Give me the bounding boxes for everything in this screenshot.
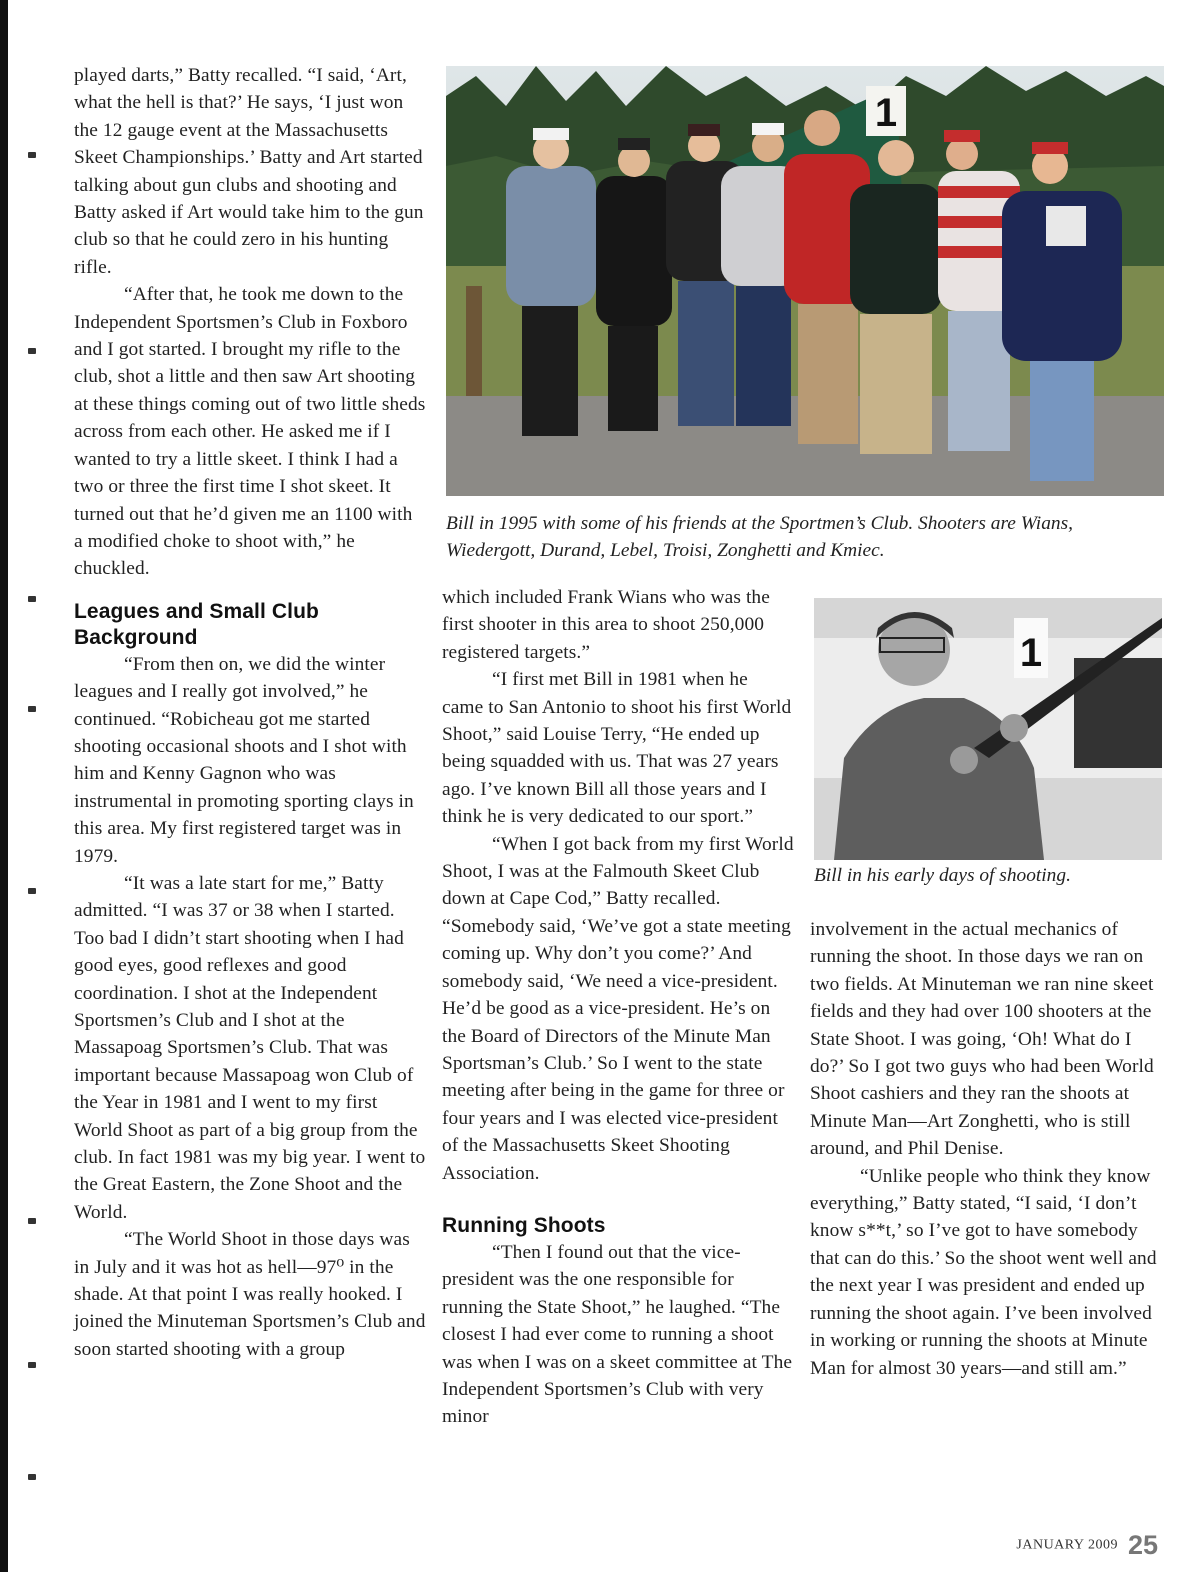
article-paragraph: which included Frank Wians who was the first shooter in this area to shoot 250,000 registered targets.” bbox=[442, 587, 770, 663]
article-paragraph: “The World Shoot in those days was in July and it was hot as hell—97⁰ in the shade. At that point I was really hooked. I joined the Minuteman Sportsmen’s Club and soon started shooting with a group bbox=[74, 1229, 426, 1360]
right-column bbox=[810, 916, 1166, 1382]
section-heading: Running Shoots bbox=[442, 1213, 606, 1237]
section-heading: Leagues and Small Club Background bbox=[74, 599, 319, 649]
article-paragraph: “I first met Bill in 1981 when he came to San Antonio to shoot his first World Shoot,” said Louise Terry, “He ended up being squadded with us. That was 27 years ago. I’ve known Bill all those years and I think he is very dedicated to our sport.” bbox=[442, 669, 792, 828]
article-paragraph: “After that, he took me down to the Independent Sportsmen’s Club in Foxboro and I got started. I brought my rifle to the club, shot a little and then saw Art shooting at these things coming out of two little sheds across from each other. He asked me if I wanted to try a little skeet. I think I had a two or three the first time I shot skeet. It turned out that he’d given me an 1100 with a modified choke to shoot with,” he chuckled. bbox=[74, 284, 426, 580]
issue-date: JANUARY 2009 bbox=[1016, 1537, 1118, 1553]
page-footer bbox=[1016, 1530, 1158, 1561]
early-photo bbox=[814, 598, 1162, 860]
left-column bbox=[74, 62, 426, 1363]
article-paragraph: “From then on, we did the winter leagues and I really got involved,” he continued. “Robicheau got me started shooting occasional shoots and I shot with him and Kenny Gagnon who was instrumental in promoting sporting clays in this area. My first registered target was in 1979. bbox=[74, 653, 414, 867]
article-paragraph: “It was a late start for me,” Batty admitted. “I was 37 or 38 when I started. Too bad I didn’t start shooting when I had good eyes, good reflexes and good coordination. I shot at the Independent Sportsmen’s Club and I shot at the Massapoag Sportsmen’s Club. That was important because Massapoag won Club of the Year in 1981 and I went to my first World Shoot as part of a big group from the club. In fact 1981 was my big year. I went to the Great Eastern, the Zone Shoot and the World. bbox=[74, 872, 426, 1223]
early-photo-image bbox=[814, 598, 1162, 860]
group-photo-caption: Bill in 1995 with some of his friends at the Sportmen’s Club. Shooters are Wians, Wiedergott, Durand, Lebel, Troisi, Zonghetti and Kmiec. bbox=[446, 513, 1073, 561]
field-sign: 1 bbox=[1019, 631, 1043, 675]
group-photo-image bbox=[446, 66, 1164, 496]
article-paragraph: “Unlike people who think they know everything,” Batty stated, “I said, ‘I don’t know s**t,’ so I’ve got to have somebody that can do this.’ So the shoot went well and the next year I was president and ended up running the shoot again. I’ve been involved in working or running the shoots at Minute Man for almost 30 years—and still am.” bbox=[810, 1165, 1157, 1379]
article-paragraph: “Then I found out that the vice-president was the one responsible for running the State Shoot,” he laughed. “The closest I had ever come to running a shoot was when I was on a skeet committee at The Independent Sportsmen’s Club with very minor bbox=[442, 1241, 793, 1428]
field-sign: 1 bbox=[874, 91, 898, 135]
article-paragraph: played darts,” Batty recalled. “I said, ‘Art, what the hell is that?’ He says, ‘I just won the 12 gauge event at the Massachusetts Skeet Championships.’ Batty and Art started talking about gun clubs and shooting and Batty asked if Art would take him to the gun club so that he could zero in his hunting rifle. bbox=[74, 65, 424, 278]
article-paragraph: “When I got back from my first World Shoot, I was at the Falmouth Skeet Club down at Cape Cod,” Batty recalled. “Somebody said, ‘We’ve got a state meeting coming up. Why don’t you come?’ And somebody said, ‘We need a vice-president. He’d be good as a vice-president. He’s on the Board of Directors of the Minute Man Sportsman’s Club.’ So I went to the state meeting after being in the game for three or four years and I was elected vice-president of the Massachusetts Skeet Shooting Association. bbox=[442, 833, 794, 1184]
group-photo bbox=[446, 66, 1164, 496]
page-edge bbox=[0, 0, 8, 1572]
page-number: 25 bbox=[1127, 1530, 1158, 1560]
early-photo-caption: Bill in his early days of shooting. bbox=[814, 865, 1071, 886]
article-paragraph: involvement in the actual mechanics of running the shoot. In those days we ran on two fields. At Minuteman we ran nine skeet fields and they had over 100 shooters at the State Shoot. I was going, ‘Oh! What do I do?’ So I got two guys who had been World Shoot cashiers and they ran the shoots at Minute Man—Art Zonghetti, who is still around, and Phil Denise. bbox=[810, 919, 1154, 1160]
middle-column bbox=[442, 584, 794, 1431]
